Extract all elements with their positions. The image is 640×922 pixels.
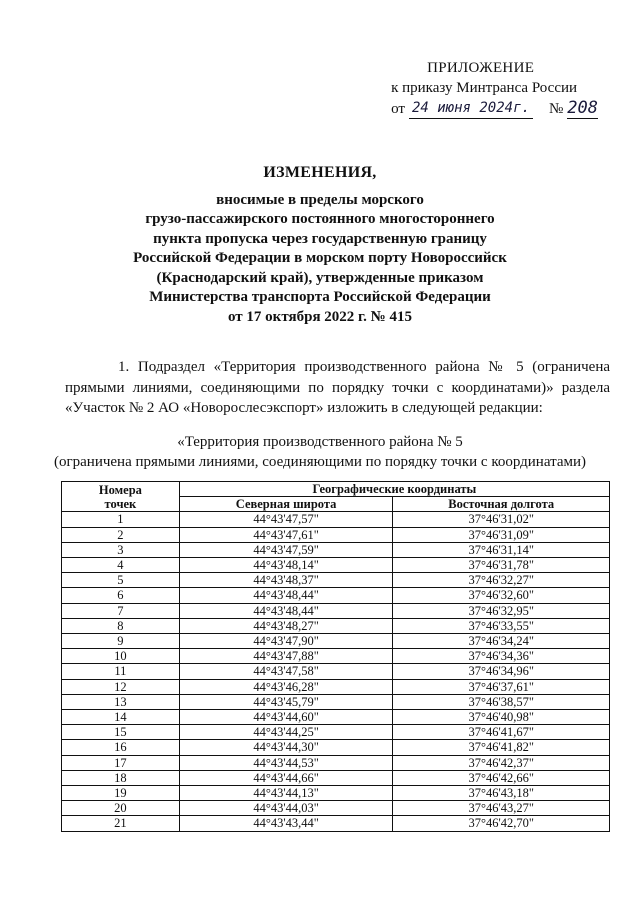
latitude-cell: 44°43'48,44" xyxy=(179,588,393,603)
point-number-cell: 12 xyxy=(62,679,180,694)
table-row xyxy=(62,694,610,709)
point-number-cell: 10 xyxy=(62,649,180,664)
body-paragraph: 1. Подраздел «Территория производственного района № 5 (ограничена прямыми линиями, соединяющими по порядку точки с координатами)» раздела «Участок № 2 АО «Новорослесэкспорт» изложить в следующей редакции: xyxy=(65,359,610,416)
point-number-cell: 15 xyxy=(62,725,180,740)
appendix-date-row xyxy=(391,98,598,119)
table-row xyxy=(62,558,610,573)
longitude-cell: 37°46'34,36" xyxy=(393,649,610,664)
table-row xyxy=(62,603,610,618)
longitude-cell: 37°46'41,67" xyxy=(393,725,610,740)
heading-line: Российской Федерации в морском порту Новороссийск xyxy=(133,250,507,266)
table-row xyxy=(62,710,610,725)
table-row xyxy=(62,740,610,755)
latitude-cell: 44°43'44,30" xyxy=(179,740,393,755)
appendix-order-line: к приказу Минтранса России xyxy=(391,80,578,96)
longitude-cell: 37°46'31,14" xyxy=(393,542,610,557)
header-point-numbers xyxy=(62,482,180,512)
longitude-cell: 37°46'34,96" xyxy=(393,664,610,679)
longitude-cell: 37°46'38,57" xyxy=(393,694,610,709)
longitude-cell: 37°46'37,61" xyxy=(393,679,610,694)
point-number-cell: 16 xyxy=(62,740,180,755)
subtitle-line: (ограничена прямыми линиями, соединяющими по порядку точки с координатами) xyxy=(53,454,587,470)
latitude-cell: 44°43'44,60" xyxy=(179,710,393,725)
point-number-cell: 6 xyxy=(62,588,180,603)
longitude-cell: 37°46'31,78" xyxy=(393,558,610,573)
longitude-cell: 37°46'42,66" xyxy=(393,770,610,785)
point-number-cell: 20 xyxy=(62,801,180,816)
table-row xyxy=(62,527,610,542)
table-row xyxy=(62,618,610,633)
table-row xyxy=(62,679,610,694)
table-row xyxy=(62,816,610,831)
handwritten-date: 24 июня 2024г. xyxy=(409,98,533,119)
heading-line: от 17 октября 2022 г. № 415 xyxy=(228,308,412,325)
header-point-numbers-line1: Номера xyxy=(98,482,142,497)
table-row xyxy=(62,588,610,603)
longitude-cell: 37°46'42,70" xyxy=(393,816,610,831)
appendix-from-label: от xyxy=(391,101,405,117)
longitude-cell: 37°46'32,95" xyxy=(393,603,610,618)
longitude-cell: 37°46'32,60" xyxy=(393,588,610,603)
latitude-cell: 44°43'45,79" xyxy=(179,694,393,709)
point-number-cell: 9 xyxy=(62,634,180,649)
document-heading xyxy=(0,163,640,327)
latitude-cell: 44°43'46,28" xyxy=(179,679,393,694)
table-row xyxy=(62,801,610,816)
heading-line: Министерства транспорта Российской Федерации xyxy=(149,289,491,305)
coordinates-table xyxy=(61,481,610,832)
header-geo-coordinates: Географические координаты xyxy=(179,482,609,497)
latitude-cell: 44°43'43,44" xyxy=(179,816,393,831)
latitude-cell: 44°43'47,90" xyxy=(179,634,393,649)
table-row xyxy=(62,664,610,679)
longitude-cell: 37°46'41,82" xyxy=(393,740,610,755)
point-number-cell: 3 xyxy=(62,542,180,557)
coordinates-table-body xyxy=(62,512,610,831)
longitude-cell: 37°46'40,98" xyxy=(393,710,610,725)
header-point-numbers-line2: точек xyxy=(104,496,137,511)
latitude-cell: 44°43'47,61" xyxy=(179,527,393,542)
table-row xyxy=(62,573,610,588)
appendix-block xyxy=(391,58,598,119)
latitude-cell: 44°43'47,57" xyxy=(179,512,393,527)
table-row xyxy=(62,512,610,527)
longitude-cell: 37°46'34,24" xyxy=(393,634,610,649)
table-row xyxy=(62,634,610,649)
latitude-cell: 44°43'44,53" xyxy=(179,755,393,770)
table-row xyxy=(62,542,610,557)
point-number-cell: 14 xyxy=(62,710,180,725)
point-number-cell: 21 xyxy=(62,816,180,831)
appendix-title: ПРИЛОЖЕНИЕ xyxy=(427,60,535,76)
latitude-cell: 44°43'47,58" xyxy=(179,664,393,679)
point-number-cell: 1 xyxy=(62,512,180,527)
table-row xyxy=(62,725,610,740)
latitude-cell: 44°43'47,88" xyxy=(179,649,393,664)
point-number-cell: 11 xyxy=(62,664,180,679)
latitude-cell: 44°43'47,59" xyxy=(179,542,393,557)
table-row xyxy=(62,786,610,801)
point-number-cell: 5 xyxy=(62,573,180,588)
latitude-cell: 44°43'48,37" xyxy=(179,573,393,588)
heading-line: пункта пропуска через государственную границу xyxy=(153,230,487,247)
handwritten-number: 208 xyxy=(567,98,598,118)
number-sign: № xyxy=(548,101,564,117)
latitude-cell: 44°43'44,25" xyxy=(179,725,393,740)
heading-line: вносимые в пределы морского xyxy=(216,191,424,208)
longitude-cell: 37°46'32,27" xyxy=(393,573,610,588)
latitude-cell: 44°43'44,66" xyxy=(179,770,393,785)
latitude-cell: 44°43'48,44" xyxy=(179,603,393,618)
territory-subtitle xyxy=(0,432,640,472)
point-number-cell: 2 xyxy=(62,527,180,542)
longitude-cell: 37°46'43,18" xyxy=(393,786,610,801)
latitude-cell: 44°43'48,14" xyxy=(179,558,393,573)
point-number-cell: 7 xyxy=(62,603,180,618)
heading-title: ИЗМЕНЕНИЯ, xyxy=(263,164,377,181)
heading-line: грузо-пассажирского постоянного многостороннего xyxy=(145,211,495,227)
latitude-cell: 44°43'44,13" xyxy=(179,786,393,801)
subtitle-line: «Территория производственного района № 5 xyxy=(177,434,463,450)
point-number-cell: 19 xyxy=(62,786,180,801)
point-number-cell: 8 xyxy=(62,618,180,633)
longitude-cell: 37°46'42,37" xyxy=(393,755,610,770)
latitude-cell: 44°43'44,03" xyxy=(179,801,393,816)
point-number-cell: 18 xyxy=(62,770,180,785)
latitude-cell: 44°43'48,27" xyxy=(179,618,393,633)
table-row xyxy=(62,770,610,785)
table-row xyxy=(62,755,610,770)
point-number-cell: 17 xyxy=(62,755,180,770)
point-number-cell: 4 xyxy=(62,558,180,573)
header-north-latitude: Северная широта xyxy=(179,497,393,512)
longitude-cell: 37°46'33,55" xyxy=(393,618,610,633)
heading-line: (Краснодарский край), утвержденные приказом xyxy=(156,269,484,286)
longitude-cell: 37°46'43,27" xyxy=(393,801,610,816)
table-row xyxy=(62,649,610,664)
point-number-cell: 13 xyxy=(62,694,180,709)
longitude-cell: 37°46'31,02" xyxy=(393,512,610,527)
header-east-longitude: Восточная долгота xyxy=(393,497,610,512)
longitude-cell: 37°46'31,09" xyxy=(393,527,610,542)
